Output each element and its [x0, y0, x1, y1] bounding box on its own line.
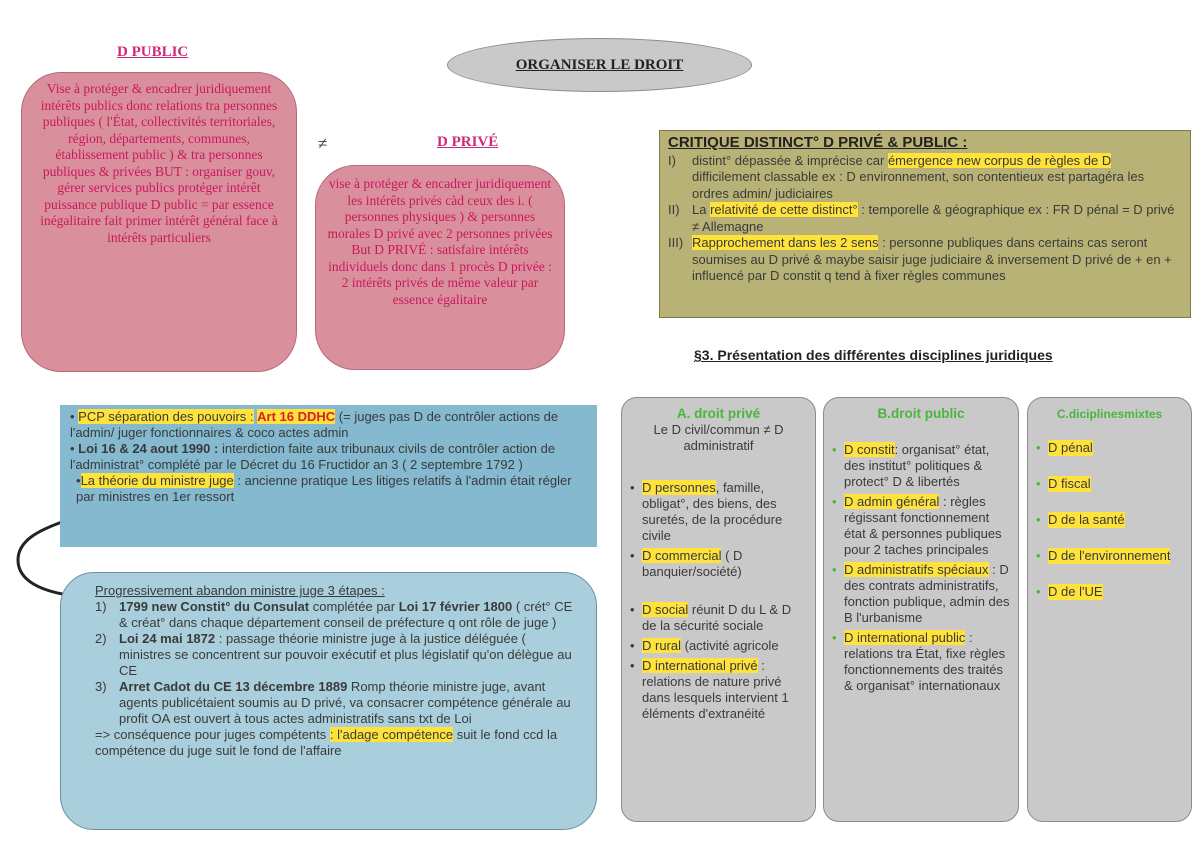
progression-box	[60, 572, 597, 830]
list-item: • D commercial ( D banquier/société)	[630, 548, 743, 579]
list-item: • D administratifs spéciaux : D des contrats administratifs, fonction publique, admin des B l'urbanisme	[832, 562, 1010, 625]
list-item: 2) Loi 24 mai 1872 : passage théorie ministre juge à la justice déléguée ( ministres se concentrent sur pouvoir exécutif et plus législatif qu'on délègue au CE	[95, 631, 572, 678]
list-item: • D fiscal	[1036, 476, 1091, 491]
critique-item: III) Rapprochement dans les 2 sens : personne publiques dans certains cas seront soumises au D privé & maybe saisir juge judiciaire & inversement D privé de + en + influencé par D constit q tend à fixer règles communes	[668, 235, 1172, 283]
list-item: • D international public : relations tra État, fixe règles fonctionnements des traités & organisat° internationaux	[832, 630, 1006, 693]
list-item: • D admin général : règles régissant fonctionnement état & personnes publiques pour 2 taches principales	[832, 494, 1002, 557]
list-item: • D personnes, famille, obligat°, des biens, des suretés, de la procédure civile	[630, 480, 783, 543]
list-item: • D pénal	[1036, 440, 1093, 455]
section-heading: §3. Présentation des différentes disciplines juridiques	[694, 347, 1053, 363]
critique-item: I) distint° dépassée & imprécise car émergence new corpus de règles de D difficilement classable ex : D environnement, son contentieux est partagéra les ordres admin/ judiciaires	[668, 152, 1145, 201]
public-box: Vise à protéger & encadrer juridiquement intérêts publics donc relations tra personnes publiques ( l'État, collectivités territoriales, région, départements, communes, établissement public ) & tra personnes publiques & privées BUT : organiser gouv, gérer services publics protéger intérêt puissance publique D public = par essence inégalitaire fait primer intérêt général face à intérêts particuliers	[21, 72, 297, 372]
critique-title: CRITIQUE DISTINCT° D PRIVÉ & PUBLIC :	[668, 134, 968, 151]
page-title: ORGANISER LE DROIT	[515, 56, 684, 73]
list-item: •La théorie du ministre juge : ancienne pratique Les litiges relatifs à l'admin était régler par ministres en 1er ressort	[76, 473, 572, 504]
progression-conclusion: => conséquence pour juges compétents : l'adage compétence suit le fond ccd la compétence du juge suit le fond de l'affaire	[95, 727, 558, 758]
critique-item: II) La relativité de cette distinct° : temporelle & géographique ex : FR D pénal = D privé ≠ Allemagne	[668, 202, 1175, 234]
list-item: • D de l'UE	[1036, 584, 1103, 599]
column-disciplines-mixtes	[1027, 397, 1192, 822]
private-box: vise à protéger & encadrer juridiquement les intérêts privés càd ceux des i. ( personnes physiques ) & personnes morales D privé avec 2 personnes privées But D PRIVÉ : satisfaire intérêts individuels donc dans 1 procès D privée : 2 intérêts privés de même valeur par essence égalitaire	[315, 165, 565, 370]
list-item: • D international privé : relations de nature privé dans lesquels intervient 1 éléments d'extranéité	[630, 658, 789, 721]
list-item: • D de la santé	[1036, 512, 1125, 527]
list-item: • D social réunit D du L & D de la sécurité sociale	[630, 602, 792, 633]
list-item: • Loi 16 & 24 aout 1990 : interdiction faite aux tribunaux civils de contrôler action de l'administrat° complété par le Décret du 16 Fructidor an 3 ( 2 septembre 1792 )	[70, 441, 556, 472]
column-droit-prive	[621, 397, 816, 822]
column-heading: C.diciplinesmixtes	[1056, 407, 1163, 421]
list-item: • D constit: organisat° état, des institut° politiques & protect° D & libertés	[832, 442, 990, 489]
list-item: • PCP séparation des pouvoirs : Art 16 DDHC (= juges pas D de contrôler actions de l'admin/ juger fonctionnaires & coco actes admin	[70, 409, 559, 440]
separation-box	[60, 405, 597, 547]
list-item: • D rural (activité agricole	[630, 638, 779, 653]
column-heading: A. droit privé	[676, 406, 761, 421]
progression-intro: Progressivement abandon ministre juge 3 étapes :	[95, 583, 385, 598]
not-equal-sign: ≠	[318, 134, 328, 153]
list-item: 1) 1799 new Constit° du Consulat complétée par Loi 17 février 1800 ( crét° CE & créat° dans chaque département conseil de préfecture q ont rôle de juge )	[95, 599, 573, 630]
public-heading: D PUBLIC	[117, 44, 189, 60]
column-droit-public	[823, 397, 1019, 822]
list-item: • D de l'environnement	[1036, 548, 1171, 563]
critique-box	[659, 130, 1191, 318]
column-heading: B.droit public	[877, 406, 965, 421]
list-item: 3) Arret Cadot du CE 13 décembre 1889 Romp théorie ministre juge, avant agents publicétaient soumis au D privé, va consacrer compétence générale au profit OA est ouvert à tous actes administratifs sans txt de Loi	[95, 679, 571, 726]
title-ellipse	[447, 38, 752, 92]
private-heading: D PRIVÉ	[437, 134, 499, 150]
column-subheading: Le D civil/commun ≠ D administratif	[653, 422, 784, 453]
